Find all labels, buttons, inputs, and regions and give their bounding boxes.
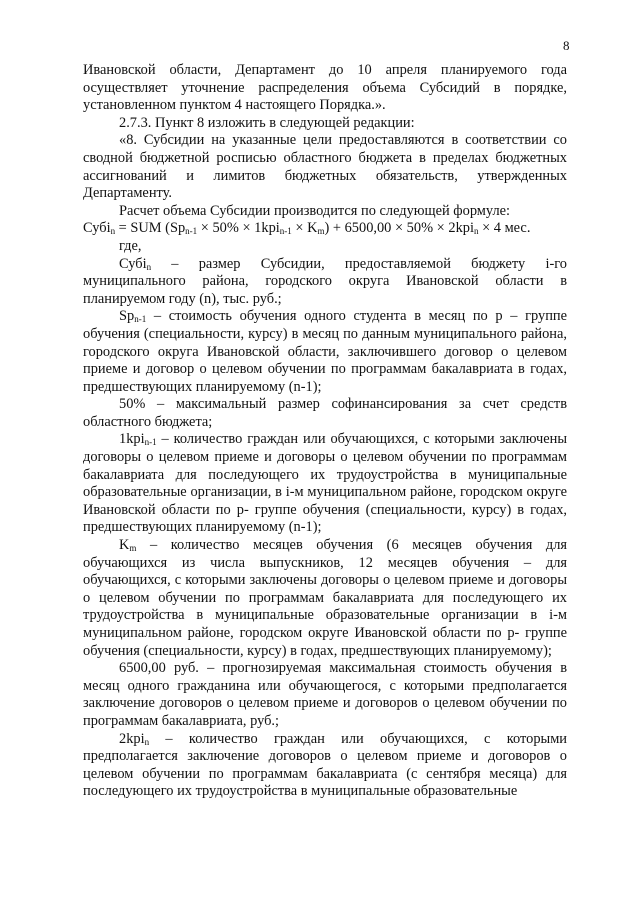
definition-sp: $Sp_{n-1}$ – стоимость обучения одного студента в месяц по р – группе обучения (специальности, курсу) в месяц по данным муниципального района, городского округа Ивановской области, заключившего договор о целевом приеме и договор о целевом обучении по программам бакалавриата в годах, предшествующих планируемому (n-1); (83, 308, 567, 395)
definition-subsidy: Субі$_n$ – размер Субсидии, предоставляемой бюджету i-го муниципального района, городского округа Ивановской области в планируемом году (n), тыс. руб.; (83, 255, 567, 307)
page-number: 8 (563, 38, 570, 53)
paragraph-point-8: «8. Субсидии на указанные цели предоставляются в соответствии со сводной бюджетной росписью областного бюджета в пределах бюджетных ассигнований и лимитов бюджетных обязательств, утвержденных Департаменту. (83, 132, 567, 202)
definition-6500: 6500,00 руб. – прогнозируемая максимальная стоимость обучения в месяц одного гражданина или обучающегося, с которыми предполагается заключение договоров о целевом приеме и договоров о целевом обучении по программам бакалавриата, руб.; (83, 660, 567, 729)
definition-1kpi: 1kpi$_{n-1}$ – количество граждан или обучающихся, с которыми заключены договоры о целевом приеме и договоры о целевом обучении по программам бакалавриата для последующего их трудоустройства в муниципальные образовательные организации, в i-м муниципальном районе, городском округе Ивановской области по р- группе обучения (специальности, курсу) в годах, предшествующих планируемому (n-1); (83, 431, 567, 536)
paragraph-amendment: 2.7.3. Пункт 8 изложить в следующей редакции: (119, 114, 415, 131)
document-body (83, 62, 567, 801)
where-label: где, (119, 237, 142, 254)
subsidy-formula: Субі$_n$ = SUM $(Sp_{n-1} \times 50\% \times 1kpi_{n-1} \times K_m) + 6500,00 \times 50\% \times 2kpi_n \times 4$ мес. (83, 220, 531, 237)
paragraph-continuation: Ивановской области, Департамент до 10 апреля планируемого года осуществляет уточнение распределения объема Субсидий в порядке, установленном пунктом 4 настоящего Порядка.». (83, 62, 567, 114)
definition-2kpi: 2kpi$_n$ – количество граждан или обучающихся, с которыми предполагается заключение договоров о целевом приеме и договоров о целевом обучении по программам бакалавриата (с сентября месяца) для последующего их трудоустройства в муниципальные образовательные (83, 730, 567, 800)
paragraph-formula-intro: Расчет объема Субсидии производится по следующей формуле: (119, 202, 511, 219)
definition-50-percent: 50% – максимальный размер софинансирования за счет средств областного бюджета; (83, 396, 567, 430)
definition-km: $K_m$ – количество месяцев обучения (6 месяцев обучения для обучающихся из числа выпускников, 12 месяцев обучения – для обучающихся, с которыми заключены договоры о целевом приеме и договоры о целевом обучении по программам бакалавриата для последующего их трудоустройства в муниципальные образовательные организации в i-м муниципальном районе, городском округе Ивановской области по р- группе обучения (специальности, курсу) в годах, предшествующих планируемому); (83, 537, 567, 659)
